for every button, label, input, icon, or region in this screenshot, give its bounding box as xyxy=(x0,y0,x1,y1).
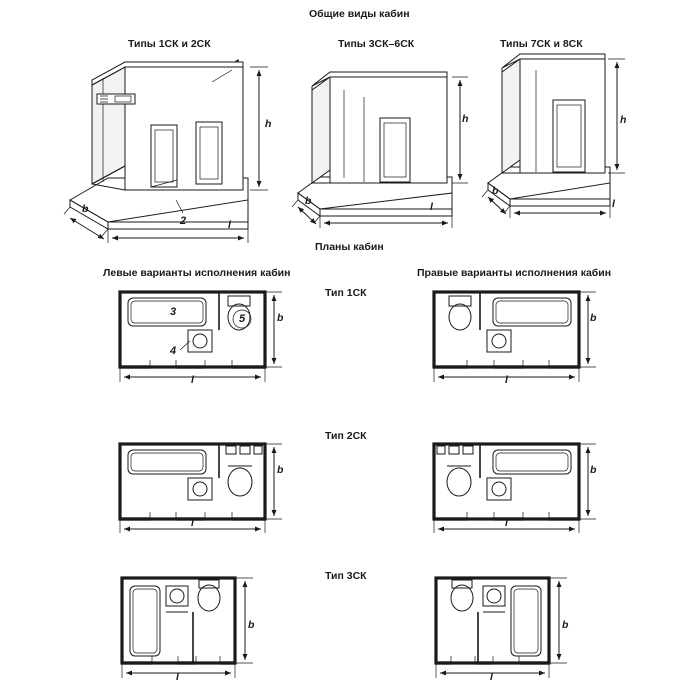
iso-cabin-1sk-2sk xyxy=(64,62,268,243)
plan-2sk-right xyxy=(434,444,596,533)
iso-cabin-7sk-8sk xyxy=(482,54,625,218)
callout-4: 4 xyxy=(170,345,177,357)
dim-b-p1r: b xyxy=(590,312,597,324)
title-plans: Планы кабин xyxy=(315,241,384,253)
dim-l-p1r: l xyxy=(505,374,508,386)
dim-l-p3r: l xyxy=(490,671,493,683)
overview-caption-2: Типы 3СК–6СК xyxy=(338,38,415,50)
dim-b-3: b xyxy=(492,185,499,197)
overview-caption-3: Типы 7СК и 8СК xyxy=(500,38,583,50)
plan-3sk-left xyxy=(122,578,253,678)
dim-b-p1l: b xyxy=(277,312,284,324)
dim-b-1: b xyxy=(82,203,89,215)
dim-h-2: h xyxy=(462,113,469,125)
dim-l-p1l: l xyxy=(191,374,194,386)
title-overview: Общие виды кабин xyxy=(309,8,410,20)
plan-header-right: Правые варианты исполнения кабин xyxy=(417,267,612,279)
dim-h-1: h xyxy=(265,118,272,130)
plan-3sk-right xyxy=(436,578,567,678)
dim-b-p2r: b xyxy=(590,464,597,476)
overview-caption-1: Типы 1СК и 2СК xyxy=(128,38,211,50)
dim-h-3: h xyxy=(620,114,627,126)
dim-l-2: l xyxy=(430,201,433,213)
dim-b-p3r: b xyxy=(562,619,569,631)
dim-l-3: l xyxy=(612,198,615,210)
callout-3: 3 xyxy=(170,306,177,318)
plan-1sk-right xyxy=(434,292,596,382)
dim-l-p3l: l xyxy=(176,671,179,683)
plan-row-label-1sk: Тип 1СК xyxy=(325,287,367,299)
callout-5: 5 xyxy=(239,313,246,325)
callout-2: 2 xyxy=(180,215,187,227)
dim-l-1: l xyxy=(228,219,231,231)
plan-row-label-3sk: Тип 3СК xyxy=(325,570,367,582)
iso-cabin-3sk-6sk xyxy=(292,72,468,228)
plan-2sk-left xyxy=(120,444,282,533)
dim-b-p2l: b xyxy=(277,464,284,476)
plan-row-label-2sk: Тип 2СК xyxy=(325,430,367,442)
plan-1sk-left xyxy=(120,292,282,382)
dim-l-p2l: l xyxy=(191,517,194,529)
plan-header-left: Левые варианты исполнения кабин xyxy=(103,267,291,279)
dim-l-p2r: l xyxy=(505,517,508,529)
dim-b-2: b xyxy=(305,195,312,207)
dim-b-p3l: b xyxy=(248,619,255,631)
